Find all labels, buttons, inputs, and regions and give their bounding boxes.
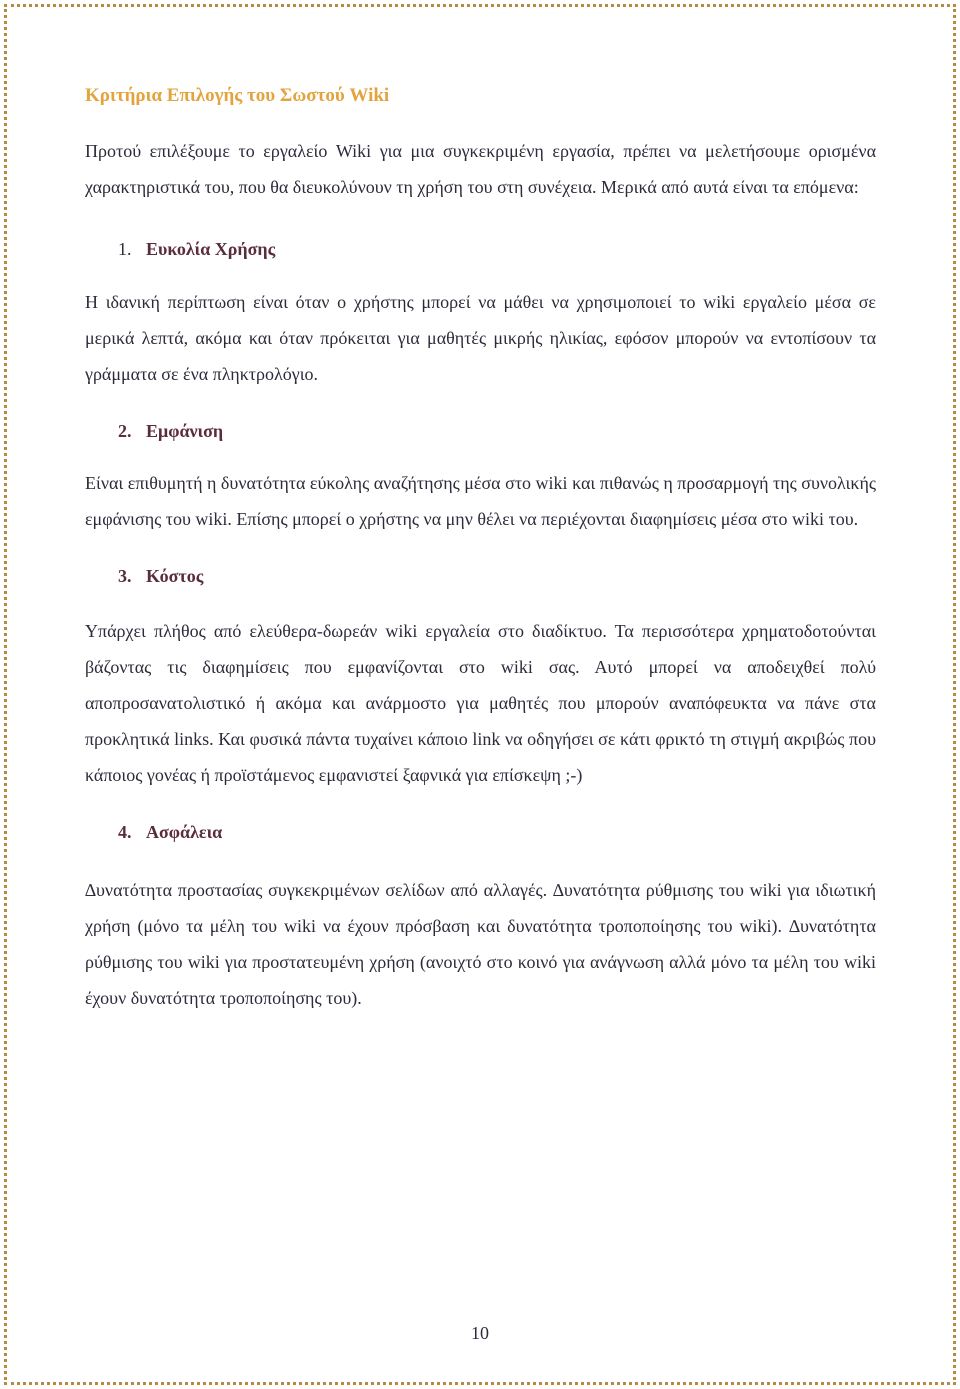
section-title: Ευκολία Χρήσης (146, 239, 276, 259)
section-paragraph-security: ∆υνατότητα προστασίας συγκεκριμένων σελίδων από αλλαγές. ∆υνατότητα ρύθμισης του wiki για ιδιωτική χρήση (μόνο τα μέλη του wiki να έχουν πρόσβαση και δυνατότητα τροποποίησης του wiki). ∆υνατότητα ρύθμισης του wiki για προστατευμένη χρήση (ανοιχτό στο κοινό για ανάγνωση αλλά μόνο τα μέλη του wiki έχουν δυνατότητα τροποποίησης του). (85, 880, 876, 1008)
page-number: 10 (471, 1323, 489, 1343)
section-heading-cost (118, 562, 876, 590)
section-heading-appearance (118, 417, 876, 445)
section-title: Ασφάλεια (146, 822, 223, 842)
intro-paragraph: Προτού επιλέξουμε το εργαλείο Wiki για μια συγκεκριμένη εργασία, πρέπει να μελετήσουμε ορισμένα χαρακτηριστικά του, που θα διευκολύνουν τη χρήση του στη συνέχεια. Μερικά από αυτά είναι τα επόμενα: (85, 141, 876, 197)
section-number: 3. (118, 566, 132, 586)
section-title: Κόστος (146, 566, 204, 586)
section-paragraph-appearance: Είναι επιθυμητή η δυνατότητα εύκολης αναζήτησης μέσα στο wiki και πιθανώς η προσαρμογή της συνολικής εμφάνισης του wiki. Επίσης μπορεί ο χρήστης να μην θέλει να περιέχονται διαφημίσεις μέσα στο wiki του. (85, 473, 876, 529)
document-title: Κριτήρια Επιλογής του Σωστού Wiki (85, 85, 390, 106)
section-heading-ease-of-use (118, 235, 876, 263)
section-heading-security (118, 818, 876, 846)
section-paragraph-ease-of-use: Η ιδανική περίπτωση είναι όταν ο χρήστης μπορεί να μάθει να χρησιμοποιεί το wiki εργαλείο μέσα σε μερικά λεπτά, ακόμα και όταν πρόκειται για μαθητές μικρής ηλικίας, εφόσον μπορούν να εντοπίσουν τα γράμματα σε ένα πληκτρολόγιο. (85, 292, 876, 384)
page-content (85, 82, 876, 1016)
section-number: 4. (118, 822, 132, 842)
section-number: 1. (118, 239, 132, 259)
section-number: 2. (118, 421, 132, 441)
section-title: Εμφάνιση (146, 421, 224, 441)
section-paragraph-cost: Υπάρχει πλήθος από ελεύθερα-δωρεάν wiki εργαλεία στο διαδίκτυο. Τα περισσότερα χρηματοδοτούνται βάζοντας τις διαφημίσεις που εμφανίζονται στο wiki σας. Αυτό μπορεί να αποδειχθεί πολύ αποπροσανατολιστικό ή ακόμα και ανάρμοστο για μαθητές που μπορούν αναπόφευκτα να πάνε στα προκλητικά links. Και φυσικά πάντα τυχαίνει κάποιο link να οδηγήσει σε κάτι φρικτό τη στιγμή ακριβώς που κάποιος γονέας ή προϊστάμενος εμφανιστεί ξαφνικά για επίσκεψη ;-) (85, 621, 876, 785)
